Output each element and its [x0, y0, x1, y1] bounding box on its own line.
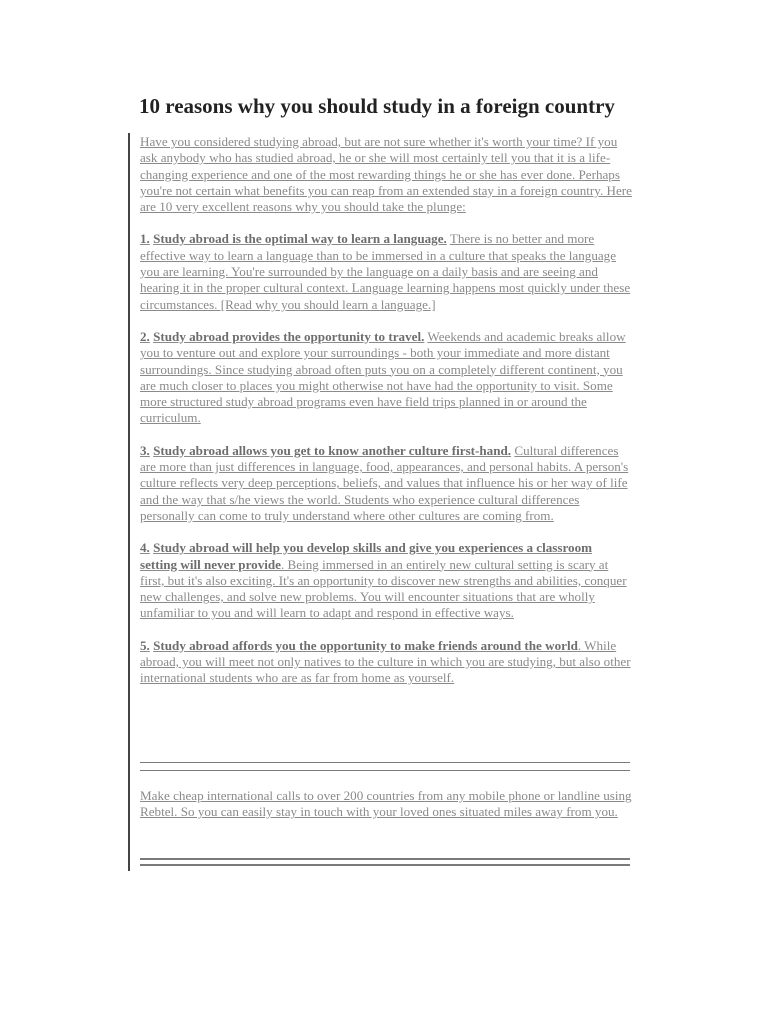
reason-2-heading[interactable]: Study abroad provides the opportunity to travel. [153, 328, 425, 344]
reason-2[interactable] [140, 329, 632, 427]
rebtel-ad-link[interactable]: Make cheap international calls to over 200 countries from any mobile phone or landline using Rebtel. So you can easily stay in touch with your loved ones situated miles away from you. [140, 788, 632, 820]
reason-4[interactable] [140, 540, 632, 621]
reason-3-heading[interactable]: Study abroad allows you get to know another culture first-hand. [153, 442, 512, 458]
reason-3-number: 3. [140, 442, 150, 458]
reason-2-body[interactable]: Weekends and academic breaks allow you to venture out and explore your surroundings - both your immediate and more distant surroundings. Since studying abroad often puts you on a completely different continent, you are much closer to places you might otherwise not have had the opportunity to visit. Some more structured study abroad programs even have field trips planned in or around the curriculum. [140, 328, 626, 426]
reason-3-body[interactable]: Cultural differences are more than just differences in language, food, appearances, and personal habits. A person's culture reflects very deep perceptions, beliefs, and values that influence his or her way of life and the way that s/he views the world. Students who experience cultural differences personally can come to truly understand where other cultures are coming from. [140, 442, 629, 523]
reason-5-heading[interactable]: Study abroad affords you the opportunity to make friends around the world [153, 637, 578, 653]
reason-4-heading[interactable]: Study abroad will help you develop skills and give you experiences a classroom setting will never provide [140, 540, 593, 572]
reason-4-number: 4. [140, 540, 150, 556]
reason-5-body[interactable]: . While abroad, you will meet not only natives to the culture in which you are studying, but also other international students who are as far from home as yourself. [140, 637, 631, 686]
reason-1-body[interactable]: There is no better and more effective way to learn a language than to be immersed in a culture that speaks the language you are learning. You're surrounded by the language on a daily basis and are seeing and hearing it in the proper cultural context. Language learning happens most quickly under these circumstances. [Read why you should learn a language.] [140, 231, 631, 312]
left-border-rule [128, 133, 130, 871]
reason-3[interactable] [140, 443, 632, 524]
intro-paragraph[interactable] [140, 134, 632, 215]
divider-bottom [140, 858, 630, 866]
reason-2-number: 2. [140, 328, 150, 344]
intro-text[interactable]: Have you considered studying abroad, but are not sure whether it's worth your time? If you ask anybody who has studied abroad, he or she will most certainly tell you that it is a life-changing experience and one of the most rewarding things he or she has ever done. Perhaps you're not certain what benefits you can reap from an extended stay in a foreign country. Here are 10 very excellent reasons why you should take the plunge: [140, 134, 632, 215]
reason-1-heading[interactable]: Study abroad is the optimal way to learn a language. [153, 231, 447, 247]
reason-1[interactable] [140, 231, 632, 312]
reason-5[interactable] [140, 638, 632, 687]
reason-5-number: 5. [140, 637, 150, 653]
divider-top [140, 762, 630, 771]
article-body [140, 134, 632, 687]
reason-4-body[interactable]: . Being immersed in an entirely new cultural setting is scary at first, but it's also exciting. It's an opportunity to discover new strengths and abilities, conquer new challenges, and solve new problems. You will encounter situations that are wholly unfamiliar to you and will learn to adapt and respond in effective ways. [140, 556, 627, 621]
page-title: 10 reasons why you should study in a foreign country [139, 94, 615, 118]
reason-1-number: 1. [140, 231, 150, 247]
